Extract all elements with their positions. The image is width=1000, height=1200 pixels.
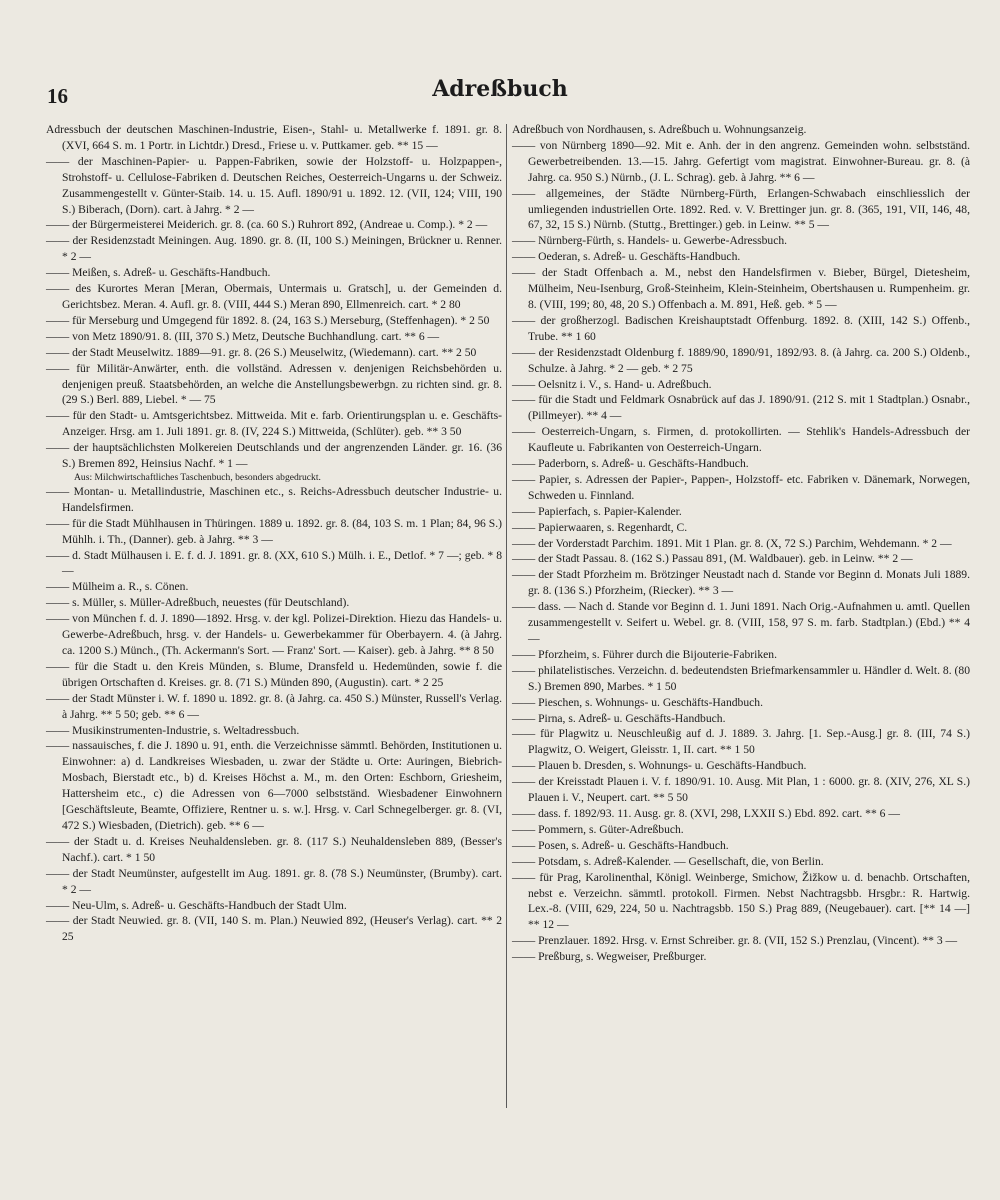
entry-note: Aus: Milchwirtschaftliches Taschenbuch, besonders abgedruckt. [74, 471, 321, 483]
bibliography-entry: —— philatelistisches. Verzeichn. d. bedeutendsten Briefmarkensammler u. Händler d. Welt. 8. (80 S.) Bremen 890, Marbes. * 1 50 [512, 663, 970, 693]
bibliography-entry: —— Posen, s. Adreß- u. Geschäfts-Handbuch. [512, 838, 729, 852]
bibliography-entry: —— für die Stadt und Feldmark Osnabrück auf das J. 1890/91. (212 S. mit 1 Stadtplan.) Osnabr., (Pillmeyer). ** 4 — [512, 393, 970, 423]
bibliography-entry: —— der Bürgermeisterei Meiderich. gr. 8. (ca. 60 S.) Ruhrort 892, (Andreae u. Comp.). * 2 — [46, 218, 488, 232]
bibliography-entry: —— der Residenzstadt Oldenburg f. 1889/90, 1890/91, 1892/93. 8. (à Jahrg. ca. 200 S.) Oldenb., Schulze. à Jahrg. * 2 — geb. * 2 75 [512, 345, 970, 375]
bibliography-entry: —— Pforzheim, s. Führer durch die Bijouterie-Fabriken. [512, 647, 777, 661]
bibliography-entry: —— Potsdam, s. Adreß-Kalender. — Gesellschaft, die, von Berlin. [512, 854, 824, 868]
bibliography-entry: —— der Stadt Offenbach a. M., nebst den Handelsfirmen v. Bieber, Bürgel, Dietesheim, Mülheim, Neu-Isenburg, Groß-Steinheim, Klein-Steinheim, Obertshausen u. Rumpenheim. gr. 8. (VIII, 199; 80, 48, 20 S.) Offenbach a. M. 891, Heß. geb. * 5 — [512, 266, 970, 311]
bibliography-entry: —— für Merseburg und Umgegend für 1892. 8. (24, 163 S.) Merseburg, (Steffenhagen). * 2 50 [46, 313, 490, 327]
bibliography-entry: —— dass. — Nach d. Stande vor Beginn d. 1. Juni 1891. Nach Orig.-Aufnahmen u. amtl. Quellen zusammengestellt v. Seifert u. Webel. gr. 8. (VIII, 158, 97 S. m. farb. Stadtplan.) (Ebd.) ** 4 — [512, 600, 970, 645]
bibliography-entry: —— Oelsnitz i. V., s. Hand- u. Adreßbuch. [512, 377, 712, 391]
bibliography-entry: —— für die Stadt u. den Kreis Münden, s. Blume, Dransfeld u. Hedemünden, sowie f. die übrigen Ortschaften d. Kreises. gr. 8. (71 S.) Münden 890, (Augustin). cart. * 2 25 [46, 659, 502, 689]
bibliography-entry: —— Pommern, s. Güter-Adreßbuch. [512, 822, 684, 836]
bibliography-entry: —— für Militär-Anwärter, enth. die vollständ. Adressen v. denjenigen Reichsbehörden u. denjenigen preuß. Staatsbehörden, an welche die Anstellungsbewerbgn. zu richten sind. gr. 8. (29 S.) Berl. 889, Liebel. * — 75 [46, 361, 502, 407]
bibliography-entry: —— Musikinstrumenten-Industrie, s. Weltadressbuch. [46, 723, 300, 737]
bibliography-entry: —— s. Müller, s. Müller-Adreßbuch, neuestes (für Deutschland). [46, 596, 350, 610]
bibliography-entry: —— Plauen b. Dresden, s. Wohnungs- u. Geschäfts-Handbuch. [512, 759, 807, 773]
bibliography-entry: —— der Stadt Pforzheim m. Brötzinger Neustadt nach d. Stande vor Beginn d. Monats Juli 1889. gr. 8. (136 S.) Pforzheim, (Riecker). ** 3 — [512, 568, 970, 598]
bibliography-entry: —— Papier, s. Adressen der Papier-, Pappen-, Holzstoff- etc. Fabriken v. Dänemark, Norwegen, Schweden u. Finnland. [512, 472, 970, 502]
bibliography-entry: —— des Kurortes Meran [Meran, Obermais, Untermais u. Gratsch], u. der Gemeinden d. Gerichtsbez. Meran. 4. Aufl. gr. 8. (VIII, 444 S.) Meran 890, Ellmenreich. cart. * 2 80 [46, 282, 502, 311]
page-number: 16 [47, 84, 68, 108]
bibliography-entry: —— d. Stadt Mülhausen i. E. f. d. J. 1891. gr. 8. (XX, 610 S.) Mülh. i. E., Detlof. * 7 —; geb. * 8 — [46, 548, 502, 578]
bibliography-entry: —— Oederan, s. Adreß- u. Geschäfts-Handbuch. [512, 250, 741, 264]
bibliography-entry: —— dass. f. 1892/93. 11. Ausg. gr. 8. (XVI, 298, LXXII S.) Ebd. 892. cart. ** 6 — [512, 806, 900, 820]
bibliography-entry: —— Nürnberg-Fürth, s. Handels- u. Gewerbe-Adressbuch. [512, 234, 788, 248]
bibliography-entry: —— für den Stadt- u. Amtsgerichtsbez. Mittweida. Mit e. farb. Orientirungsplan u. e. Geschäfts-Anzeiger. Hrsg. am 1. Juli 1891. gr. 8. (IV, 224 S.) Mittweida, (Schlüter). geb. ** 3 50 [46, 409, 502, 439]
right-column [512, 122, 970, 965]
bibliography-entry: —— Neu-Ulm, s. Adreß- u. Geschäfts-Handbuch der Stadt Ulm. [46, 898, 347, 912]
bibliography-entry: —— der Vorderstadt Parchim. 1891. Mit 1 Plan. gr. 8. (X, 72 S.) Parchim, Wehdemann. * 2 — [512, 536, 952, 550]
bibliography-entry: —— nassauisches, f. die J. 1890 u. 91, enth. die Verzeichnisse sämmtl. Behörden, Institutionen u. Einwohner: a) d. Landkreises Wiesbaden, u. zwar der Städte u. Orte: Auringen, Biebrich-Mosbach, Bierstadt etc., b) d. Kreises Höchst a. M., m. den Orten: Eschborn, Griesheim, Hattersheim etc., c) die Adressen von 6—7000 selbstständ. Wiesbadener Einwohnern [Geschäftsleute, Beamte, Offiziere, Rentner u. s. w.]. Hrsg. v. Carl Schnegelberger. gr. 8. (VI, 472 S.) Wiesbaden, (Dietrich). geb. ** 6 — [46, 739, 502, 832]
bibliography-entry: —— Preßburg, s. Wegweiser, Preßburger. [512, 950, 707, 964]
bibliography-entry: —— Mülheim a. R., s. Cönen. [46, 580, 189, 594]
bibliography-entry: —— allgemeines, der Städte Nürnberg-Fürth, Erlangen-Schwabach einschliesslich der umliegenden industriellen Orte. 1892. Red. v. V. Brettinger jun. gr. 8. (365, 191, VII, 146, 48, 67, 32, 15 S.) Nürnb. (Stuttg., Brettinger.) geb. in Leinw. ** 5 — [512, 186, 970, 232]
bibliography-entry: —— Montan- u. Metallindustrie, Maschinen etc., s. Reichs-Adressbuch deutscher Industrie- u. Handelsfirmen. [46, 484, 502, 514]
bibliography-entry: —— der hauptsächlichsten Molkereien Deutschlands und der angrenzenden Länder. gr. 16. (36 S.) Bremen 892, Heinsius Nachf. * 1 — [46, 441, 502, 471]
bibliography-entry: —— für die Stadt Mühlhausen in Thüringen. 1889 u. 1892. gr. 8. (84, 103 S. m. 1 Plan; 84, 96 S.) Mühlh. i. Th., (Danner). geb. à Jahrg. ** 3 — [46, 516, 502, 546]
bibliography-entry: —— Prenzlauer. 1892. Hrsg. v. Ernst Schreiber. gr. 8. (VII, 152 S.) Prenzlau, (Vincent). ** 3 — [512, 934, 958, 948]
bibliography-entry: —— von Nürnberg 1890—92. Mit e. Anh. der in den angrenz. Gemeinden wohn. selbstständ. Gewerbetreibenden. 13.—15. Jahrg. Gefertigt vom magistrat. Einwohner-Bureau. gr. 8. (à Jahrg. ca. 950 S.) Nürnb., (J. L. Schrag). geb. à Jahrg. ** 6 — [512, 138, 970, 184]
bibliography-entry: Adreßbuch von Nordhausen, s. Adreßbuch u. Wohnungsanzeig. [512, 123, 807, 136]
bibliography-entry: —— Oesterreich-Ungarn, s. Firmen, d. protokollirten. — Stehlik's Handels-Adressbuch der Kaufleute u. Fabrikanten von Oesterreich-Ungarn. [512, 425, 970, 455]
bibliography-entry: —— Pieschen, s. Wohnungs- u. Geschäfts-Handbuch. [512, 695, 763, 709]
bibliography-entry: —— der Stadt Neumünster, aufgestellt im Aug. 1891. gr. 8. (78 S.) Neumünster, (Brumby). cart. * 2 — [46, 866, 502, 896]
bibliography-entry: —— Meißen, s. Adreß- u. Geschäfts-Handbuch. [46, 266, 271, 280]
bibliography-entry: —— der großherzogl. Badischen Kreishauptstadt Offenburg. 1892. 8. (XIII, 142 S.) Offenb., Trube. ** 1 60 [512, 313, 970, 343]
bibliography-entry: —— der Stadt u. d. Kreises Neuhaldensleben. gr. 8. (117 S.) Neuhaldensleben 889, (Besser's Nachf.). cart. * 1 50 [46, 834, 502, 864]
bibliography-entry: —— der Stadt Neuwied. gr. 8. (VII, 140 S. m. Plan.) Neuwied 892, (Heuser's Verlag). cart. ** 2 25 [46, 914, 502, 944]
bibliography-entry: —— Paderborn, s. Adreß- u. Geschäfts-Handbuch. [512, 457, 749, 471]
bibliography-entry: —— Papierfach, s. Papier-Kalender. [512, 504, 682, 518]
bibliography-entry: —— von München f. d. J. 1890—1892. Hrsg. v. der kgl. Polizei-Direktion. Hiezu das Handels- u. Gewerbe-Adreßbuch, hrsg. v. der Handels- u. Gewerbekammer für Oberbayern. 4. (à Jahrg. ca. 1200 S.) Münch., (Th. Ackermann's Sort. — Franz' Sort. — Kaiser). geb. à Jahrg. ** 8 50 [46, 612, 502, 657]
bibliography-entry: —— der Maschinen-Papier- u. Pappen-Fabriken, sowie der Holzstoff- u. Holzpappen-, Strohstoff- u. Cellulose-Fabriken d. Deutschen Reiches, Oesterreich-Ungarns u. der Schweiz. Zusammengestellt v. Günter-Staib. 14. u. 15. Aufl. 1890/91 u. 1892. 12. (VII, 124; VIII, 190 S.) Biberach, (Dorn). cart. à Jahrg. * 2 — [46, 154, 502, 216]
running-head: Adreßbuch [432, 76, 568, 102]
bibliography-entry: —— der Stadt Münster i. W. f. 1890 u. 1892. gr. 8. (à Jahrg. ca. 450 S.) Münster, Russell's Verlag. à Jahrg. ** 5 50; geb. ** 6 — [46, 691, 502, 721]
bibliography-entry: —— Papierwaaren, s. Regenhardt, C. [512, 520, 688, 534]
bibliography-entry: Adressbuch der deutschen Maschinen-Industrie, Eisen-, Stahl- u. Metallwerke f. 1891. gr. 8. (XVI, 664 S. m. 1 Portr. in Lichtdr.) Dresd., Friese u. v. Puttkamer. geb. ** 15 — [46, 123, 502, 152]
bibliography-entry: —— Pirna, s. Adreß- u. Geschäfts-Handbuch. [512, 711, 726, 725]
bibliography-entry: —— für Plagwitz u. Neuschleußig auf d. J. 1889. 3. Jahrg. [1. Sep.-Ausg.] gr. 8. (III, 74 S.) Plagwitz, O. Weigert, Gleisstr. 1, II. cart. ** 1 50 [512, 727, 970, 757]
bibliography-entry: —— von Metz 1890/91. 8. (III, 370 S.) Metz, Deutsche Buchhandlung. cart. ** 6 — [46, 329, 440, 343]
bibliography-entry: —— der Stadt Passau. 8. (162 S.) Passau 891, (M. Waldbauer). geb. in Leinw. ** 2 — [512, 552, 913, 566]
bibliography-entry: —— für Prag, Karolinenthal, Königl. Weinberge, Smichow, Žižkow u. d. benachb. Ortschaften, nebst e. Verzeichn. sämmtl. protokoll. Firmen. Nebst Nachtragsbb. Hrsgbr.: R. Hartwig. Lex.-8. (VIII, 629, 224, 50 u. Nachtragsbb. 150 S.) Prag 889, (Neugebauer). cart. [** 14 —] ** 12 — [512, 870, 970, 932]
bibliography-entry: —— der Kreisstadt Plauen i. V. f. 1890/91. 10. Ausg. Mit Plan, 1 : 6000. gr. 8. (XIV, 276, XL S.) Plauen i. V., Neupert. cart. ** 5 50 [512, 775, 970, 805]
bibliography-entry: —— der Stadt Meuselwitz. 1889—91. gr. 8. (26 S.) Meuselwitz, (Wiedemann). cart. ** 2 50 [46, 345, 477, 359]
bibliography-entry: —— der Residenzstadt Meiningen. Aug. 1890. gr. 8. (II, 100 S.) Meiningen, Brückner u. Renner. * 2 — [46, 234, 502, 264]
left-column [46, 122, 502, 945]
column-divider [506, 124, 507, 1108]
